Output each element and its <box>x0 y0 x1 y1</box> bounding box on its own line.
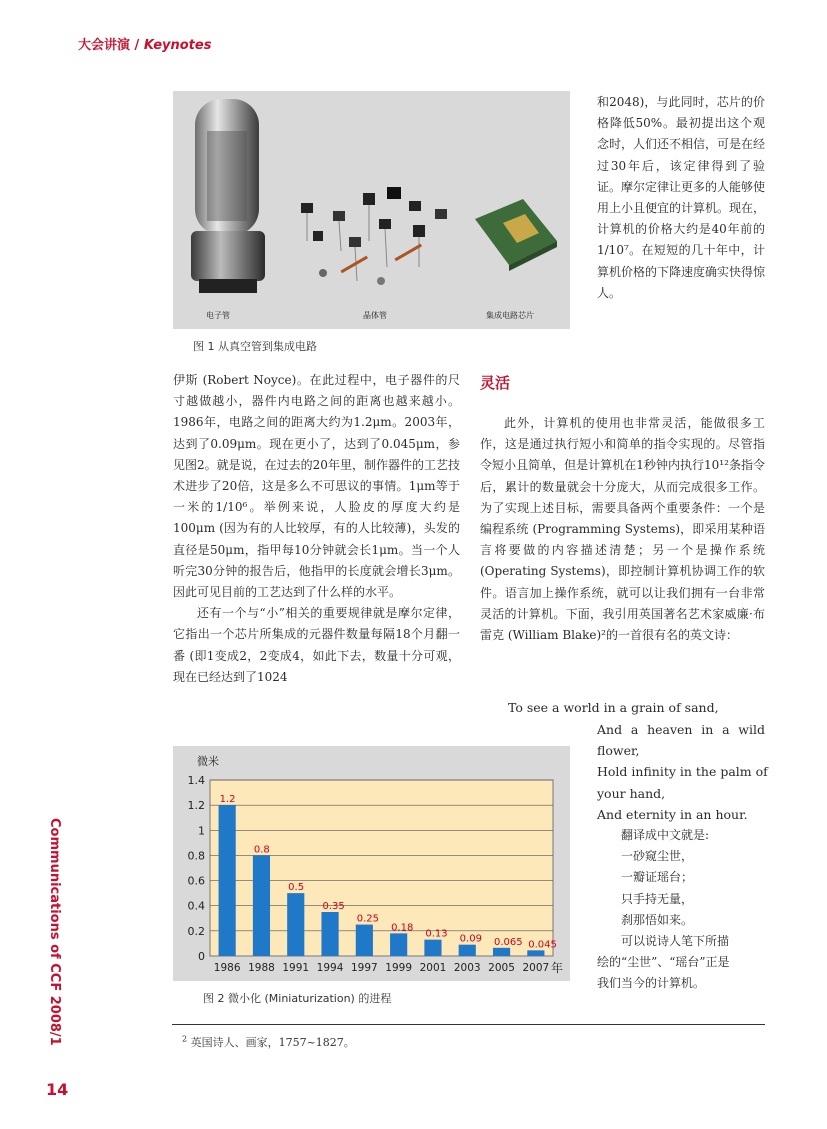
right-top-paragraph: 和2048)，与此同时，芯片的价格降低50%。最初提出这个观念时，人们还不相信，可是在经过30年后，该定律得到了验证。摩尔定律让更多的人能够使用上小且便宜的计算机。现在，计算机的价格大约是40年前的1/10⁷。在短短的几十年中，计算机价格的下降速度确实快得惊人。 <box>597 95 766 300</box>
chart-data-label: 0.18 <box>391 922 414 934</box>
journal-name: Communications of CCF 2008/1 <box>47 818 62 1046</box>
chart-y-tick-label: 1.4 <box>187 774 205 787</box>
figure-1 <box>173 91 570 329</box>
poem-line-2a: And a heaven in a wild <box>597 722 765 737</box>
journal-sidebar <box>40 818 70 1046</box>
chart-bar <box>527 950 544 956</box>
chart-y-tick-label: 0.2 <box>187 924 205 938</box>
section-title: 灵活 <box>480 374 511 392</box>
left-paragraph-1: 伊斯 (Robert Noyce)。在此过程中，电子器件的尺寸越做越小，器件内电路之间的距离也越来越小。1986年，电路之间的距离大约为1.2μm。2003年，达到了0.09μm。现在更小了，达到了0.045μm，参见图2。就是说，在过去的20年里，制作器件的工艺技术进步了20倍，这是多么不可思议的事情。1μm等于一米的1/10⁶。举例来说，人脸皮的厚度大约是100μm (因为有的人比较厚，有的人比较薄)，头发的直径是50μm，指甲每10分钟就会长1μm。当一个人听完30分钟的报告后，他指甲的长度就会增长3μm。因此可见目前的工艺达到了什么样的水平。 <box>173 373 460 600</box>
chart-x-tick-label: 1997 <box>350 962 378 974</box>
chart-x-tick-label: 1991 <box>282 962 310 974</box>
chart-data-label: 1.2 <box>219 794 236 806</box>
miniaturization-chart <box>173 746 570 981</box>
translation-intro: 翻译成中文就是: <box>621 828 710 843</box>
poem-cn-line-3: 只手持无量， <box>621 891 694 906</box>
chart-x-tick-label: 2003 <box>453 962 481 974</box>
chart-y-tick-label: 0 <box>198 950 205 963</box>
chart-x-tick-label: 2007 <box>522 962 550 974</box>
chart-data-label: 0.13 <box>425 928 448 940</box>
chart-x-tick-label: 1999 <box>385 962 413 974</box>
chart-x-tick-label: 2001 <box>419 962 447 974</box>
poem-line-1: To see a world in a grain of sand, <box>508 700 719 715</box>
left-column <box>173 370 460 688</box>
chart-bar <box>493 948 510 956</box>
footnote <box>182 1034 355 1050</box>
chart-x-tick-label: 2005 <box>488 962 515 974</box>
figure-1-illustration <box>173 91 570 329</box>
poem-line-4: And eternity in an hour. <box>597 806 748 822</box>
chart-x-tick-label: 1986 <box>213 962 241 974</box>
chart-bar <box>356 925 373 956</box>
poem-line-3b: your hand, <box>597 785 666 801</box>
chart-y-tick-label: 0.4 <box>187 899 205 913</box>
chart-y-tick-label: 0.8 <box>187 849 205 863</box>
left-paragraph-2: 还有一个与“小”相关的重要规律就是摩尔定律，它指出一个芯片所集成的元器件数量每隔18个月翻一番 (即1变成2，2变成4，如此下去，数量十分可观，现在已经达到了1024 <box>173 606 460 684</box>
outro-line-3: 我们当今的计算机。 <box>597 976 706 991</box>
outro-line-1: 可以说诗人笔下所描 <box>621 934 730 949</box>
transistors-image <box>301 187 447 285</box>
figure-1-label-ic: 集成电路芯片 <box>486 311 534 320</box>
chart-data-label: 0.5 <box>288 882 305 894</box>
footnote-text: 英国诗人、画家，1757~1827。 <box>190 1036 355 1049</box>
chart-data-label: 0.8 <box>253 844 270 856</box>
figure-1-label-tube: 电子管 <box>206 311 230 320</box>
poem-line-2b: flower, <box>597 743 640 759</box>
poem-cn-line-1: 一砂窥尘世， <box>621 849 694 864</box>
ic-chip-image <box>475 199 557 271</box>
chart-x-tick-label: 1994 <box>316 962 344 974</box>
figure-1-caption: 图 1 从真空管到集成电路 <box>193 340 317 353</box>
chart-bar <box>253 855 270 956</box>
chart-bar <box>321 912 338 956</box>
footnote-rule <box>172 1024 765 1025</box>
figure-2 <box>173 746 570 981</box>
chart-bar <box>287 893 304 956</box>
chart-bar <box>459 945 476 956</box>
chart-bar <box>390 933 407 956</box>
poem-block <box>597 719 768 995</box>
chart-y-axis-label: 微米 <box>197 755 219 768</box>
chart-bar <box>219 805 236 956</box>
chart-data-label: 0.09 <box>459 933 482 945</box>
chart-x-axis-label: 年 <box>551 961 564 975</box>
header-separator: / <box>130 38 144 53</box>
chart-data-label: 0.35 <box>322 901 345 912</box>
footnote-mark: 2 <box>182 1034 188 1044</box>
chart-y-tick-label: 0.6 <box>187 874 205 888</box>
running-header <box>78 34 211 53</box>
header-section-en: Keynotes <box>143 38 212 53</box>
poem-cn-line-4: 刹那悟如来。 <box>621 912 694 927</box>
chart-data-label: 0.045 <box>528 939 557 951</box>
right-paragraph: 此外，计算机的使用也非常灵活，能做很多工作，这是通过执行短小和简单的指令实现的。尽管指令短小且简单，但是计算机在1秒钟内执行10¹²条指令后，累计的数量就会十分庞大，从而完成很多工作。为了实现上述目标，需要具备两个重要条件：一个是编程系统 (Programming Systems)，即采用某种语言将要做的内容描述清楚；另一个是操作系统 (Operating Systems)，即控制计算机协调工作的软件。语言加上操作系统，就可以让我们拥有一台非常灵活的计算机。下面，我引用英国著名艺术家威廉·布雷克 (William Blake)²的一首很有名的英文诗： <box>480 416 765 643</box>
poem-cn-line-2: 一瓣证瑶台； <box>621 870 694 885</box>
page-number: 14 <box>46 1080 69 1099</box>
chart-data-label: 0.065 <box>493 936 523 948</box>
chart-y-tick-label: 1.2 <box>187 799 205 813</box>
outro-line-2: 绘的“尘世”、“瑶台”正是 <box>597 955 730 970</box>
chart-y-tick-label: 1 <box>198 824 205 838</box>
chart-x-tick-label: 1988 <box>248 962 275 974</box>
header-section-cn: 大会讲演 <box>78 38 131 53</box>
poem-line-3a: Hold infinity in the palm of <box>597 764 768 780</box>
figure-1-label-transistor: 晶体管 <box>363 311 387 320</box>
vacuum-tube-image <box>191 99 265 293</box>
chart-data-label: 0.25 <box>356 913 380 925</box>
figure-2-caption: 图 2 微小化 (Miniaturization) 的进程 <box>203 992 392 1005</box>
chart-bar <box>424 940 441 956</box>
